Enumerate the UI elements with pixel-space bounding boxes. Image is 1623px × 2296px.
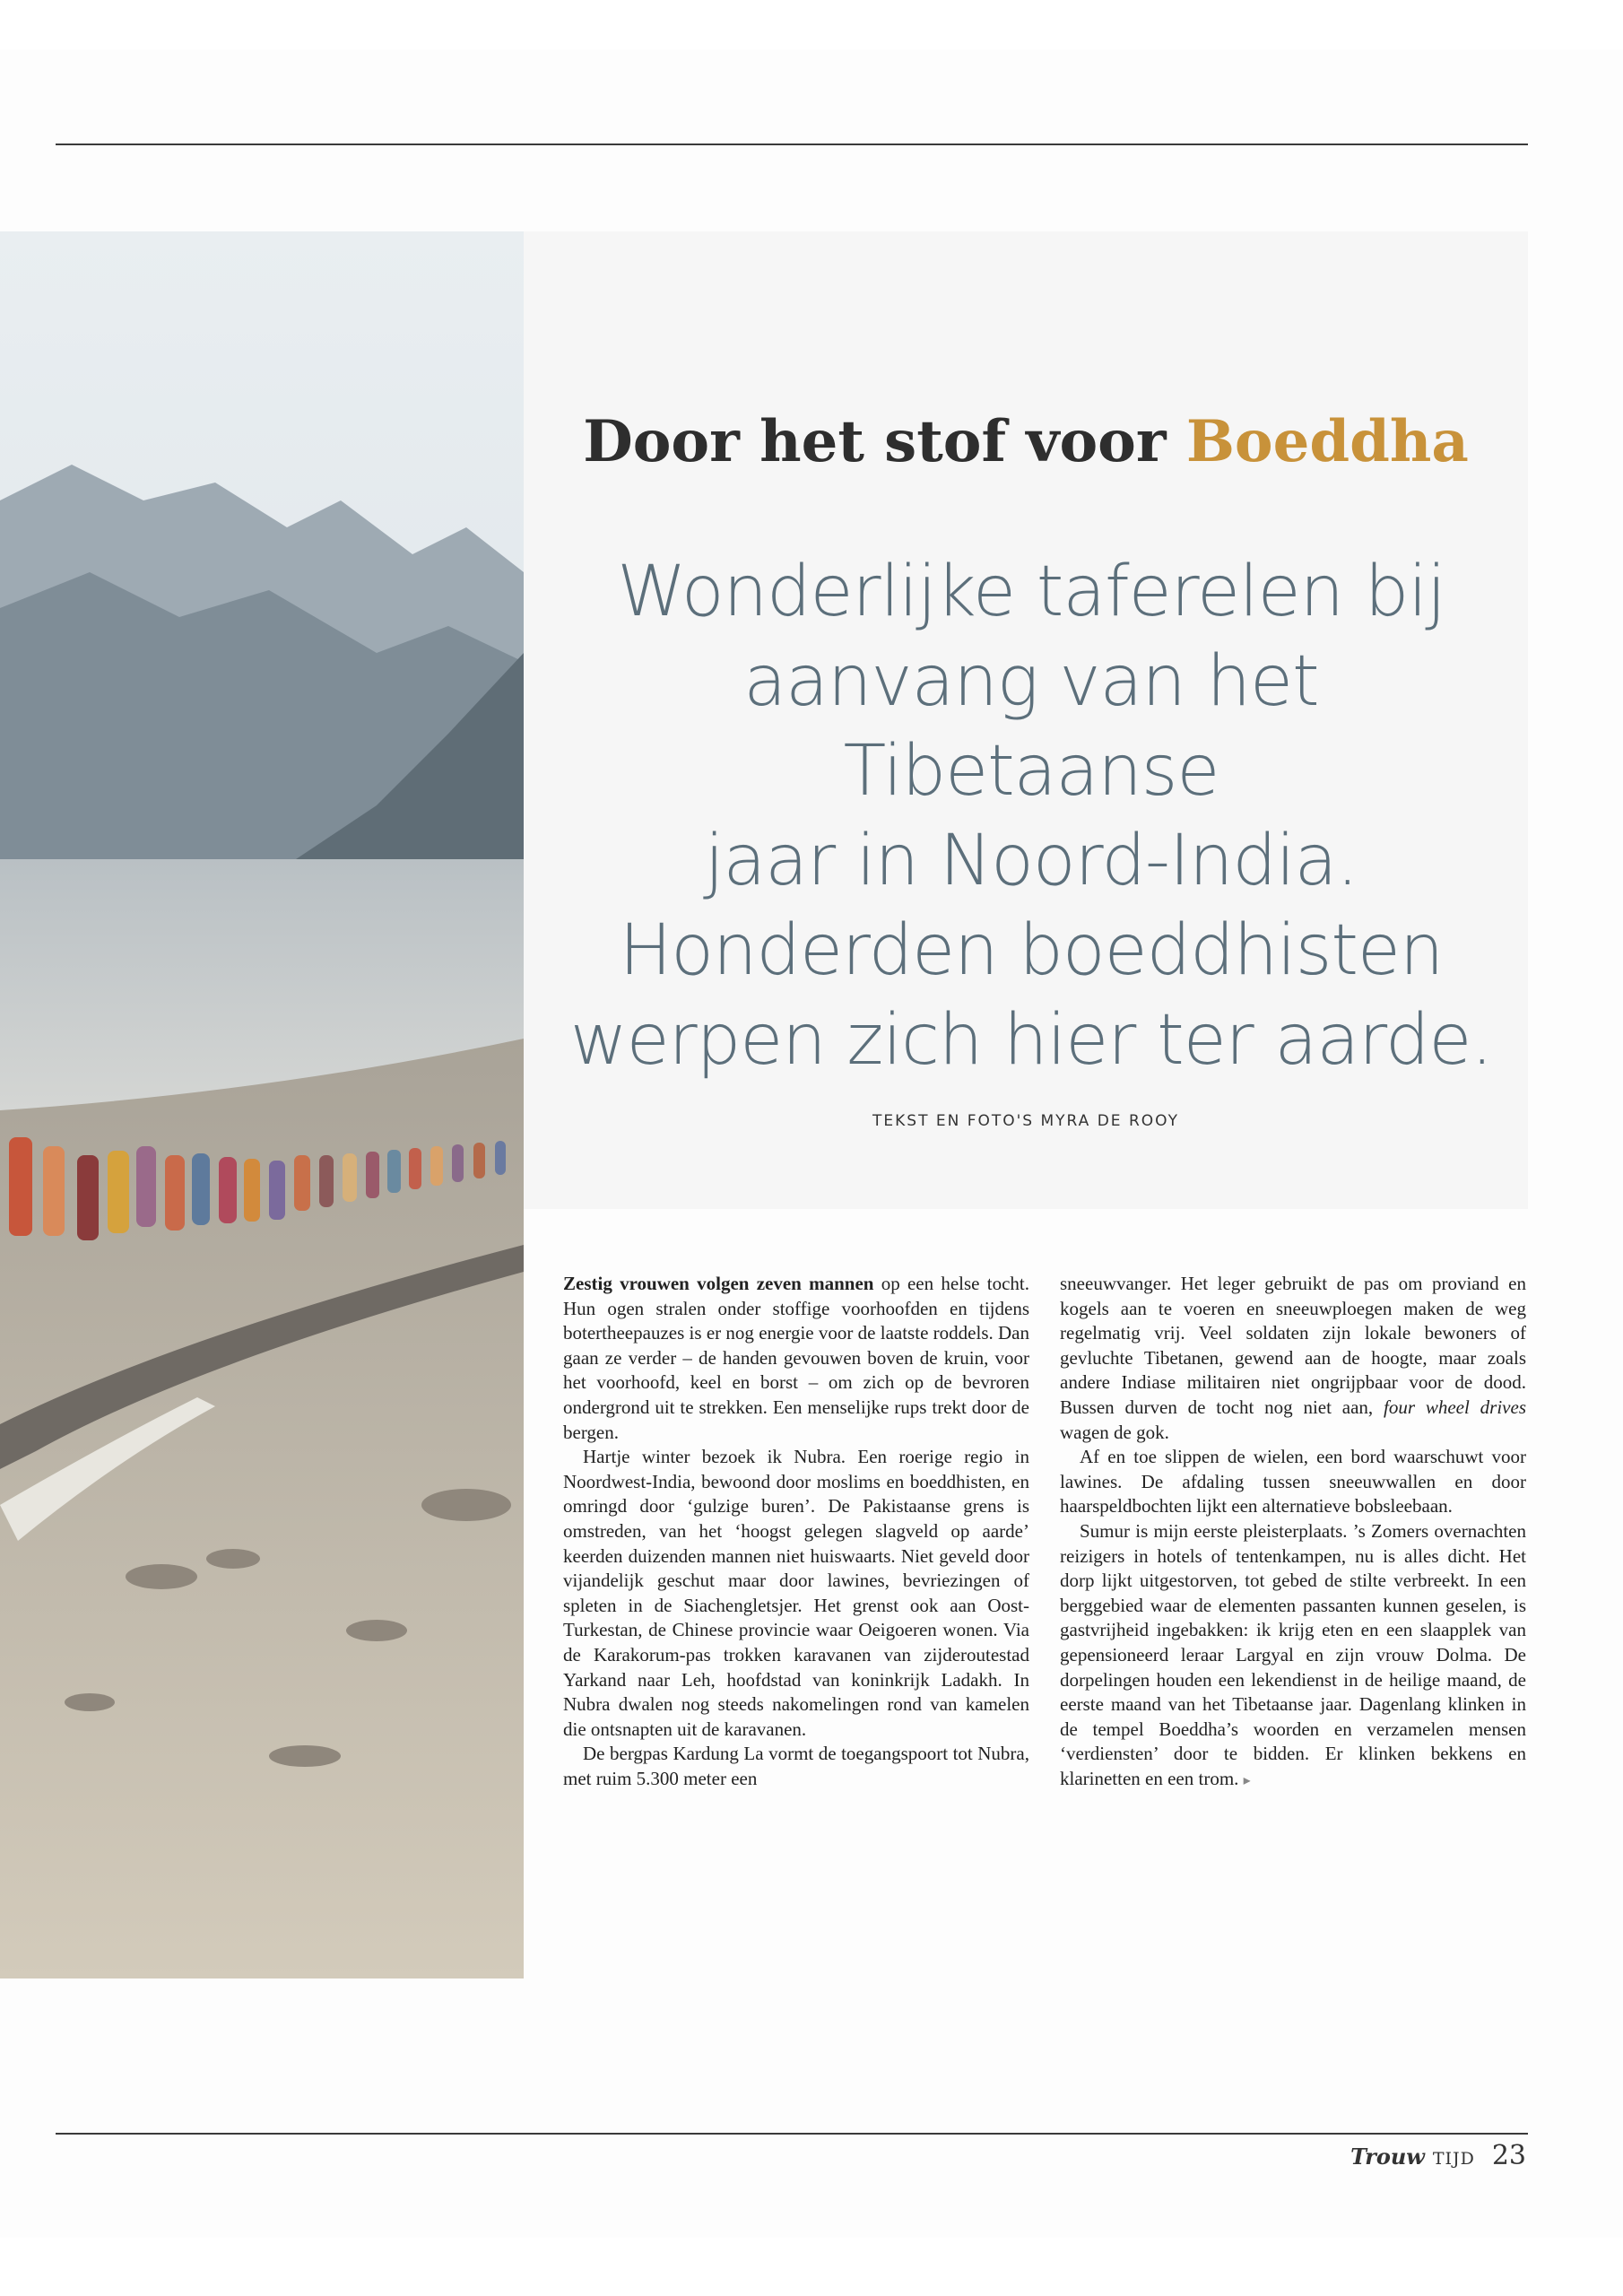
lead-text: op een helse tocht. Hun ogen stralen onder stoffige voorhoofden en tijdens botertheepauzes is er nog energie voor de laatste roddels. Dan gaan ze verder – de handen gevouwen boven de kruin, voor het voorhoofd, keel en borst – om zich op de bevroren ondergrond uit te strekken. Een menselijke rups trekt door de bergen.	[563, 1273, 1029, 1443]
subhead-line: Honderden boeddhisten	[619, 910, 1444, 991]
lead-bold: Zestig vrouwen volgen zeven mannen	[563, 1273, 874, 1294]
continue-arrow-icon: ▸	[1243, 1772, 1251, 1788]
subhead-line: Wonderlijke taferelen bij	[617, 552, 1445, 632]
byline: TEKST EN FOTO'S MYRA DE ROOY	[872, 1112, 1179, 1130]
subhead-line: aanvang van het Tibetaanse	[743, 641, 1319, 812]
article-column-1	[563, 1272, 1029, 1791]
subhead-line: jaar in Noord-India.	[704, 821, 1358, 901]
body-text: sneeuwvanger. Het leger gebruikt de pas om proviand en kogels aan te voeren en sneeuwploegen maken de weg regelmatig vrij. Veel soldaten zijn lokale bewoners of gevluchte Tibetanen, gewend aan de hoogte, maar zoals andere Indiase militairen niet ongrijpbaar voor de dood. Bussen durven de tocht nog niet aan,	[1060, 1273, 1526, 1418]
headline-main: Door het stof voor	[583, 408, 1186, 475]
headline-accent: Boeddha	[1185, 408, 1469, 475]
body-italic: four wheel drives	[1384, 1396, 1526, 1418]
page-number: 23	[1491, 2140, 1526, 2171]
page-footer	[1350, 2140, 1526, 2171]
article-photo	[0, 231, 524, 1979]
lead-paragraph	[563, 1272, 1029, 1445]
subhead-line: werpen zich hier ter aarde.	[569, 1000, 1493, 1081]
section-name: TIJD	[1432, 2149, 1475, 2169]
body-paragraph: De bergpas Kardung La vormt de toegangspoort tot Nubra, met ruim 5.300 meter een	[563, 1743, 1029, 1789]
body-text: Sumur is mijn eerste pleisterplaats. ’s Zomers overnachten reizigers in hotels of tentenkampen, nu is alles dicht. Het dorp lijkt uitgestorven, tot gebed de stilte verbreekt. In een berggebied waar de elementen passanten kunnen geselen, is gastvrijheid ingebakken: ik krijg eten en een slaapplek van gepensioneerd leraar Largyal en zijn vrouw Dolma. De dorpelingen houden een lekendienst in de heilige maand, de eerste maand van het Tibetaanse jaar. Dagenlang klinken in de tempel Boeddha’s woorden en verzamelen mensen ‘verdiensten’ door te bidden. Er klinken bekkens en klarinetten en een trom.	[1060, 1519, 1526, 1789]
article-column-2	[1060, 1272, 1526, 1793]
publication-brand: Trouw	[1350, 2144, 1425, 2170]
article-headline	[524, 408, 1528, 475]
body-paragraph	[1060, 1519, 1526, 1794]
body-paragraph: Af en toe slippen de wielen, een bord waarschuwt voor lawines. De afdaling tussen sneeuwwallen en door haarspeldbochten lijkt een alternatieve bobsleebaan.	[1060, 1446, 1526, 1518]
body-paragraph	[1060, 1272, 1526, 1445]
body-text: wagen de gok.	[1060, 1421, 1169, 1443]
body-paragraph: Hartje winter bezoek ik Nubra. Een roerige regio in Noordwest-India, bewoond door moslims en boeddhisten, en omringd door ‘gulzige buren’. De Pakistaanse grens is omstreden, van het ‘hoogst gelegen slagveld op aarde’ keerden duizenden mannen niet huiswaarts. Niet geveld door vijandelijk geschut maar door lawines, bevriezingen of spleten in de Siachengletsjer. Het grenst ook aan Oost-Turkestan, de Chinese provincie waar Oeigoeren wonen. Via de Karakorum-pas trokken karavanen van zijderoutestad Yarkand naar Leh, hoofdstad van koninkrijk Ladakh. In Nubra dwalen nog steeds nakomelingen rond van kamelen die ontsnapten uit de karavanen.	[563, 1446, 1029, 1740]
bottom-rule	[56, 2133, 1528, 2135]
top-rule	[56, 144, 1528, 145]
article-subhead	[556, 547, 1506, 1085]
